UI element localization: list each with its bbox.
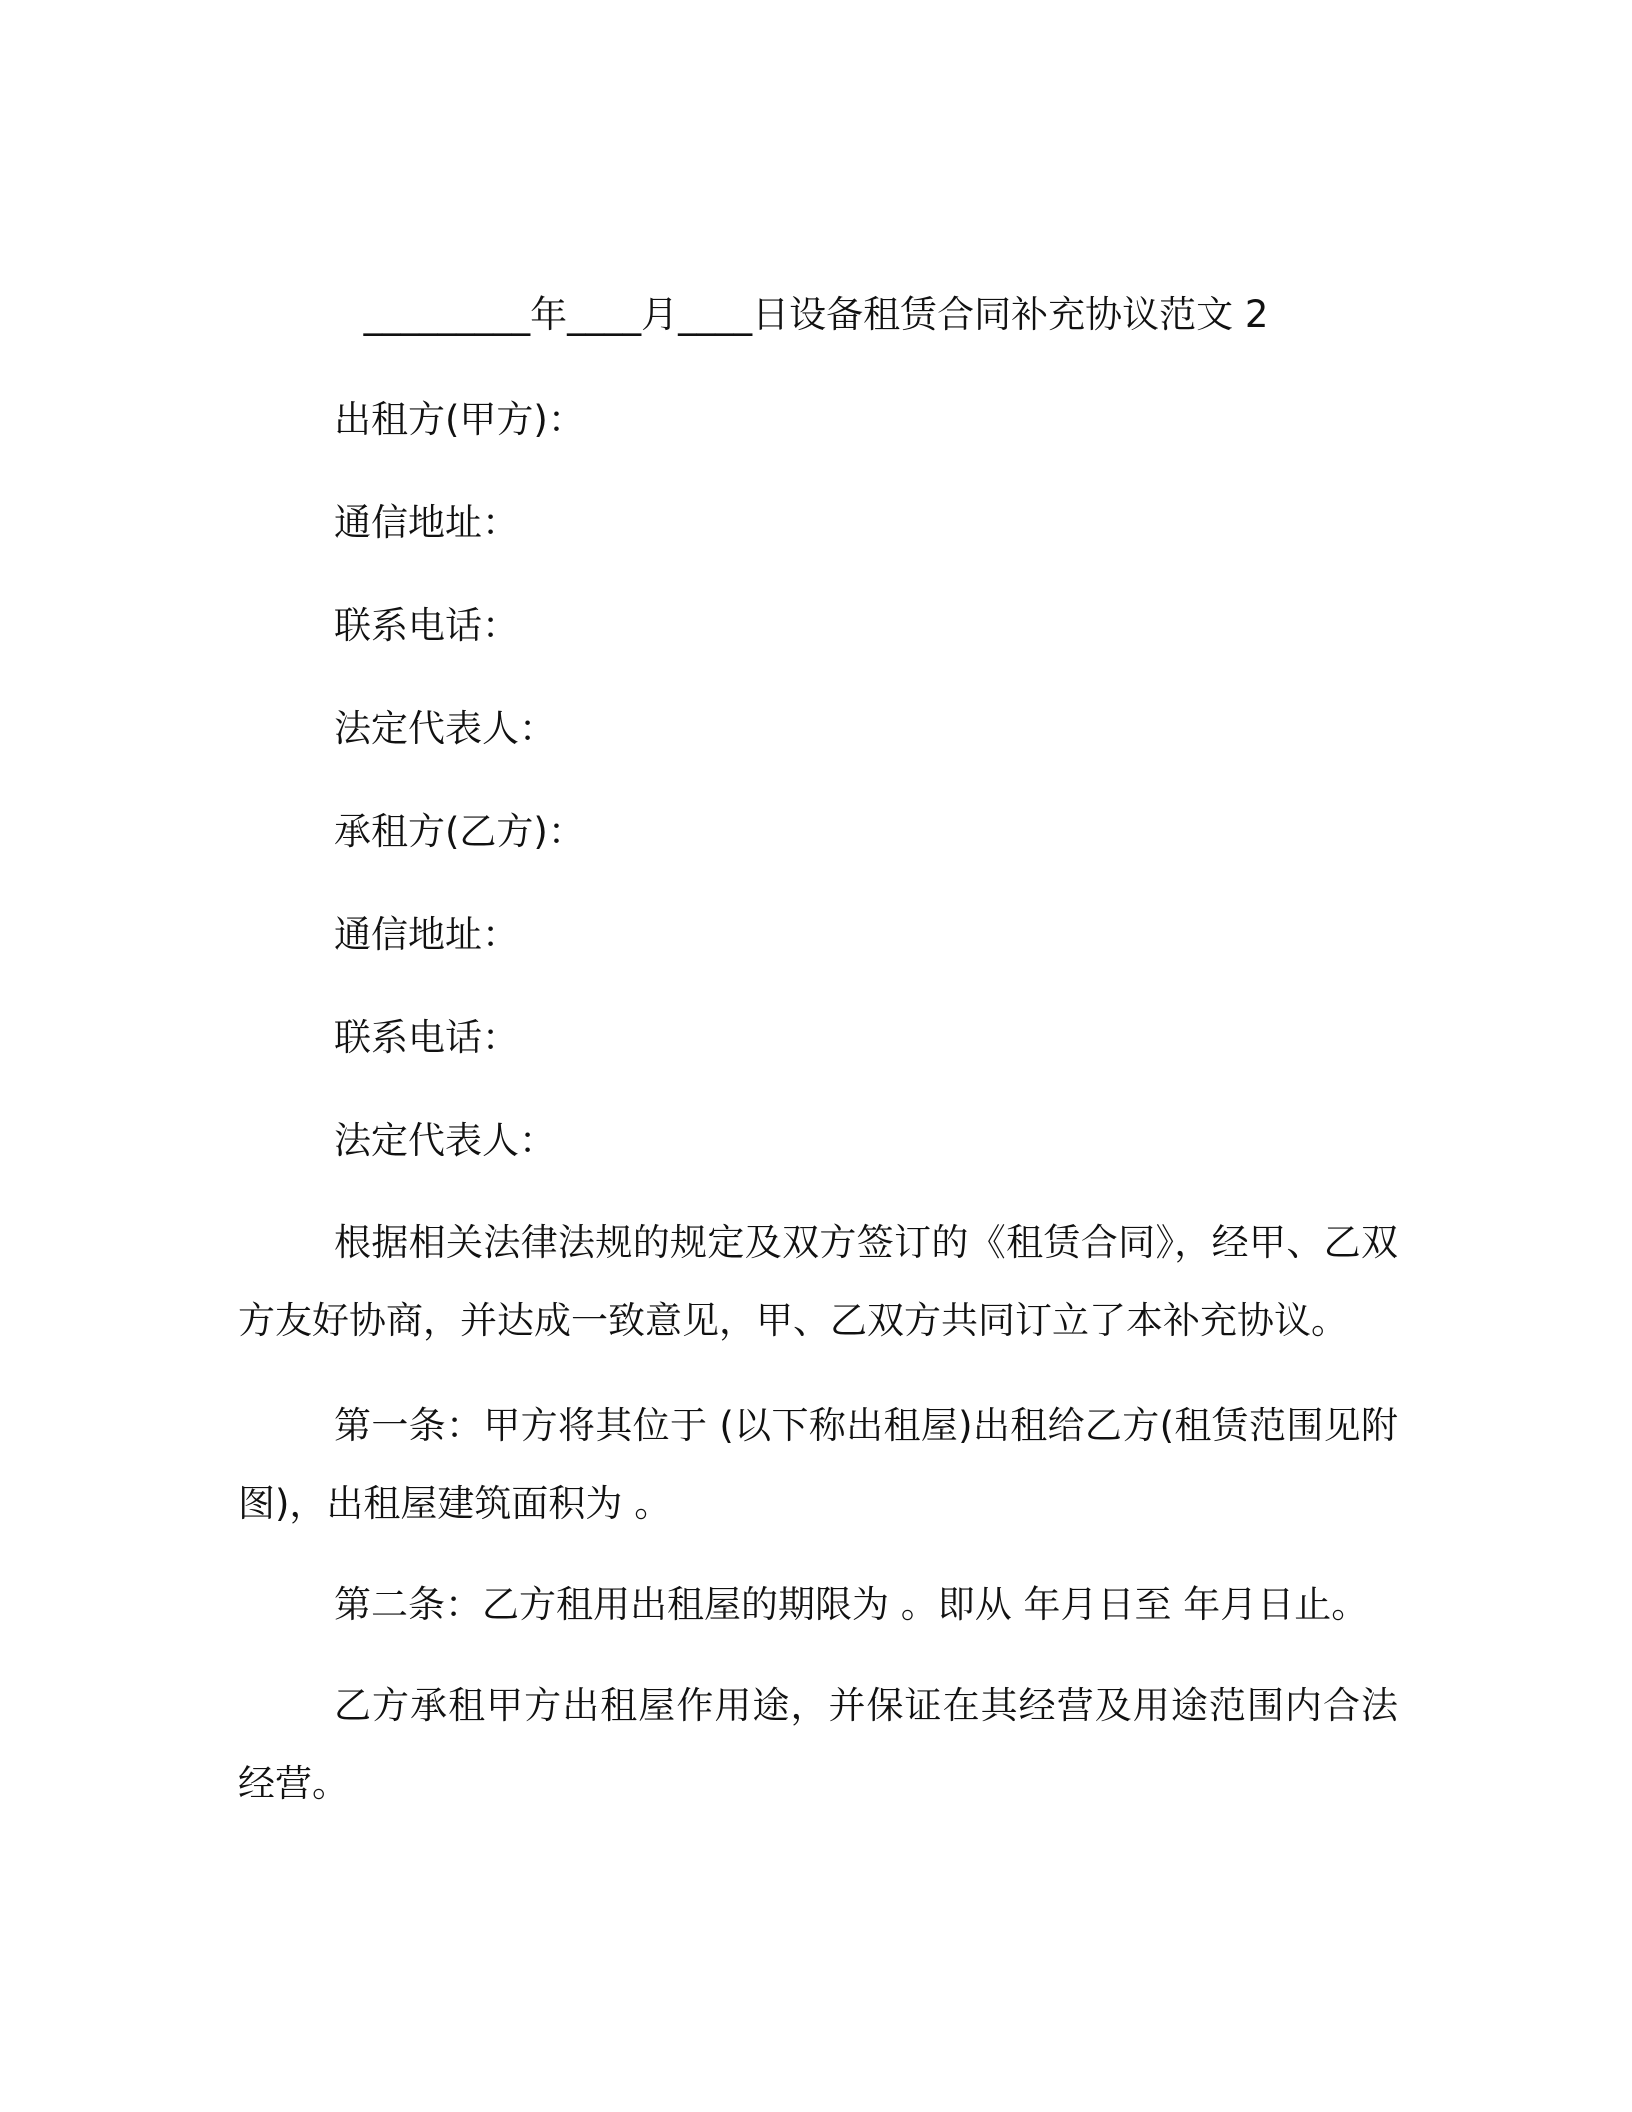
usage-paragraph: 乙方承租甲方出租屋作用途，并保证在其经营及用途范围内合法经营。 bbox=[238, 1684, 1398, 1805]
lessee-party-label: 承租方(乙方)： bbox=[334, 810, 585, 853]
lessee-address-label: 通信地址： bbox=[334, 913, 519, 956]
intro-paragraph: 根据相关法律法规的规定及双方签订的《租赁合同》，经甲、乙双方友好协商，并达成一致意见，甲、乙双方共同订立了本补充协议。 bbox=[238, 1221, 1398, 1342]
article-1-paragraph: 第一条：甲方将其位于 (以下称出租屋)出租给乙方(租赁范围见附图)，出租屋建筑面积为 。 bbox=[238, 1404, 1398, 1525]
document-title: _________年____月____日设备租赁合同补充协议范文 2 bbox=[363, 293, 1269, 336]
lessor-address-label: 通信地址： bbox=[334, 501, 519, 544]
lessor-party-label: 出租方(甲方)： bbox=[334, 398, 585, 441]
lessee-representative-label: 法定代表人： bbox=[334, 1119, 556, 1162]
lessor-phone-label: 联系电话： bbox=[334, 604, 519, 647]
lessor-representative-label: 法定代表人： bbox=[334, 707, 556, 750]
lessee-phone-label: 联系电话： bbox=[334, 1016, 519, 1059]
article-2-paragraph: 第二条：乙方租用出租屋的期限为 。即从 年月日至 年月日止。 bbox=[334, 1583, 1369, 1626]
